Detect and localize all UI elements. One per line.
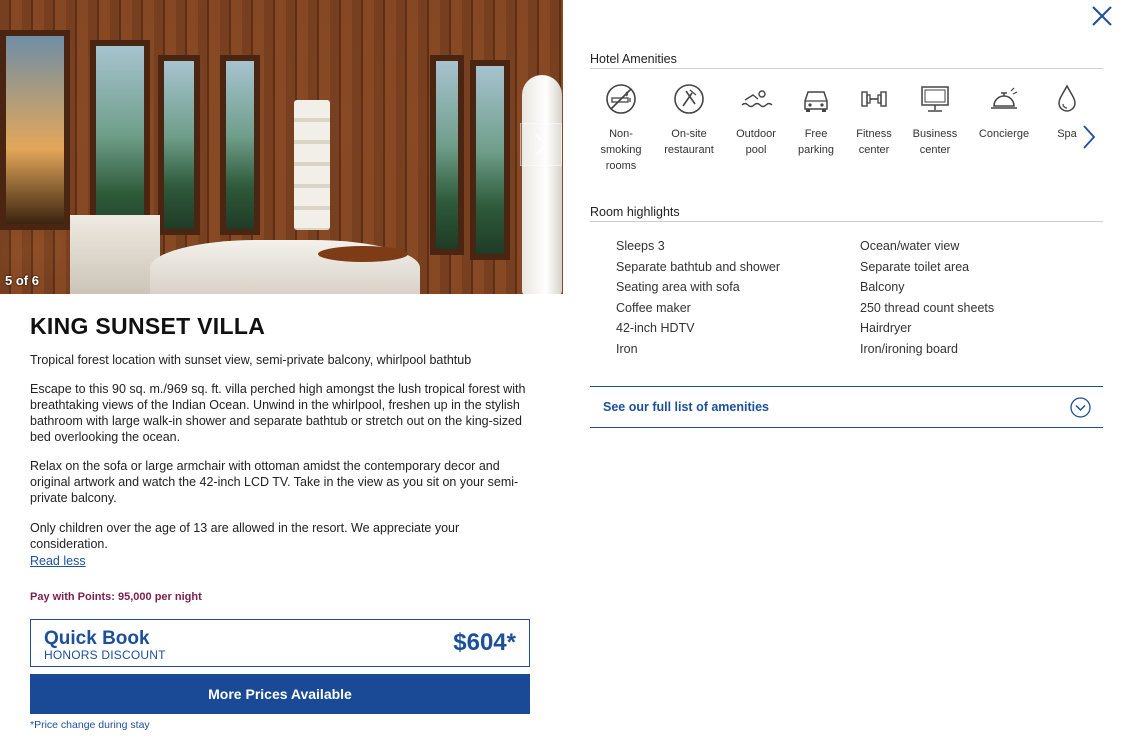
dumbbell-icon — [857, 82, 891, 116]
quick-book-rate-name: HONORS DISCOUNT — [44, 648, 166, 662]
highlight-item: Separate bathtub and shower — [616, 259, 781, 274]
points-price: Pay with Points: 95,000 per night — [30, 591, 202, 603]
room-photo — [0, 0, 563, 294]
highlight-item: Iron — [616, 341, 638, 356]
amenity-concierge — [973, 80, 1035, 142]
window — [430, 55, 464, 255]
chevron-down-circle-icon — [1070, 397, 1091, 418]
highlight-item: Ocean/water view — [860, 239, 960, 253]
amenity-label: Free parking — [797, 128, 835, 156]
room-tagline: Tropical forest location with sunset view, semi-private balcony, whirlpool bathtub — [30, 353, 472, 367]
quick-book-price: $604* — [453, 629, 516, 656]
amenity-label: Concierge — [978, 128, 1030, 140]
amenity-fitness — [843, 80, 905, 158]
amenity-label: Fitness center — [856, 128, 892, 156]
highlight-item: Separate toilet area — [860, 259, 970, 274]
highlights-heading: Room highlights — [590, 205, 1103, 222]
highlight-item: Hairdryer — [860, 321, 912, 335]
bathrobe — [522, 75, 562, 294]
amenities-next-button[interactable] — [1079, 122, 1099, 152]
quick-book-title: Quick Book — [44, 628, 150, 649]
full-amenities-label: See our full list of amenities — [603, 400, 770, 414]
vanity — [70, 215, 160, 294]
amenity-spa — [1036, 80, 1078, 142]
more-prices-button[interactable]: More Prices Available — [30, 674, 530, 714]
restaurant-icon — [672, 82, 706, 116]
chevron-right-icon — [534, 133, 548, 157]
room-description-2: Relax on the sofa or large armchair with ottoman amidst the contemporary decor and original artwork and watch the 42-inch LCD TV. Take in the view as you sit on your semi-private balcony. — [30, 459, 519, 505]
window-sunset — [0, 30, 70, 230]
photo-next-button[interactable] — [520, 123, 562, 166]
side-table — [318, 246, 408, 262]
window — [158, 55, 200, 235]
amenities-carousel — [590, 80, 1078, 180]
amenity-label: Business center — [912, 128, 958, 156]
read-less-link[interactable]: Read less — [30, 554, 86, 568]
car-icon — [799, 82, 833, 116]
chevron-right-icon — [1079, 122, 1099, 152]
highlight-item: Iron/ironing board — [860, 341, 958, 356]
amenities-heading: Hotel Amenities — [590, 52, 1103, 69]
highlight-item: 42-inch HDTV — [616, 321, 695, 335]
highlights-list-left — [616, 236, 780, 359]
highlight-item: Coffee maker — [616, 300, 691, 315]
room-description-3: Only children over the age of 13 are allowed in the resort. We appreciate your consideration. — [30, 521, 460, 551]
highlights-list-right — [860, 236, 994, 359]
quick-book-button[interactable] — [30, 619, 530, 667]
amenity-label: Spa — [1057, 128, 1077, 140]
pool-icon — [739, 82, 773, 116]
spa-drop-icon — [1050, 82, 1078, 116]
photo-counter: 5 of 6 — [5, 273, 39, 288]
close-icon — [1090, 4, 1114, 28]
amenity-parking — [785, 80, 847, 158]
computer-icon — [918, 82, 952, 116]
amenity-pool — [725, 80, 787, 158]
window — [470, 60, 510, 260]
amenity-non-smoking — [590, 80, 652, 174]
room-title: KING SUNSET VILLA — [30, 313, 266, 339]
bell-icon — [987, 82, 1021, 116]
price-change-note: *Price change during stay — [30, 719, 150, 731]
no-smoking-icon — [604, 82, 638, 116]
close-button[interactable] — [1090, 4, 1114, 28]
amenity-label: On-site restaurant — [664, 128, 714, 156]
full-amenities-toggle[interactable] — [590, 386, 1103, 428]
amenity-label: Outdoor pool — [736, 128, 776, 156]
highlight-item: Seating area with sofa — [616, 280, 740, 294]
highlight-item: Sleeps 3 — [616, 239, 665, 253]
amenity-label: Non- smoking rooms — [600, 128, 642, 172]
highlight-item: Balcony — [860, 280, 905, 294]
amenity-restaurant — [658, 80, 720, 158]
amenity-business — [904, 80, 966, 158]
window — [220, 55, 260, 235]
room-description-1: Escape to this 90 sq. m./969 sq. ft. villa perched high amongst the lush tropical forest with breathtaking views of the Indian Ocean. Unwind in the whirlpool, freshen up in the stylish bathroom with large walk-in shower and separate bathtub or stretch out on the king-sized bed overlooking the ocean. — [30, 382, 526, 444]
towel-rack — [294, 100, 330, 230]
highlight-item: 250 thread count sheets — [860, 300, 995, 315]
